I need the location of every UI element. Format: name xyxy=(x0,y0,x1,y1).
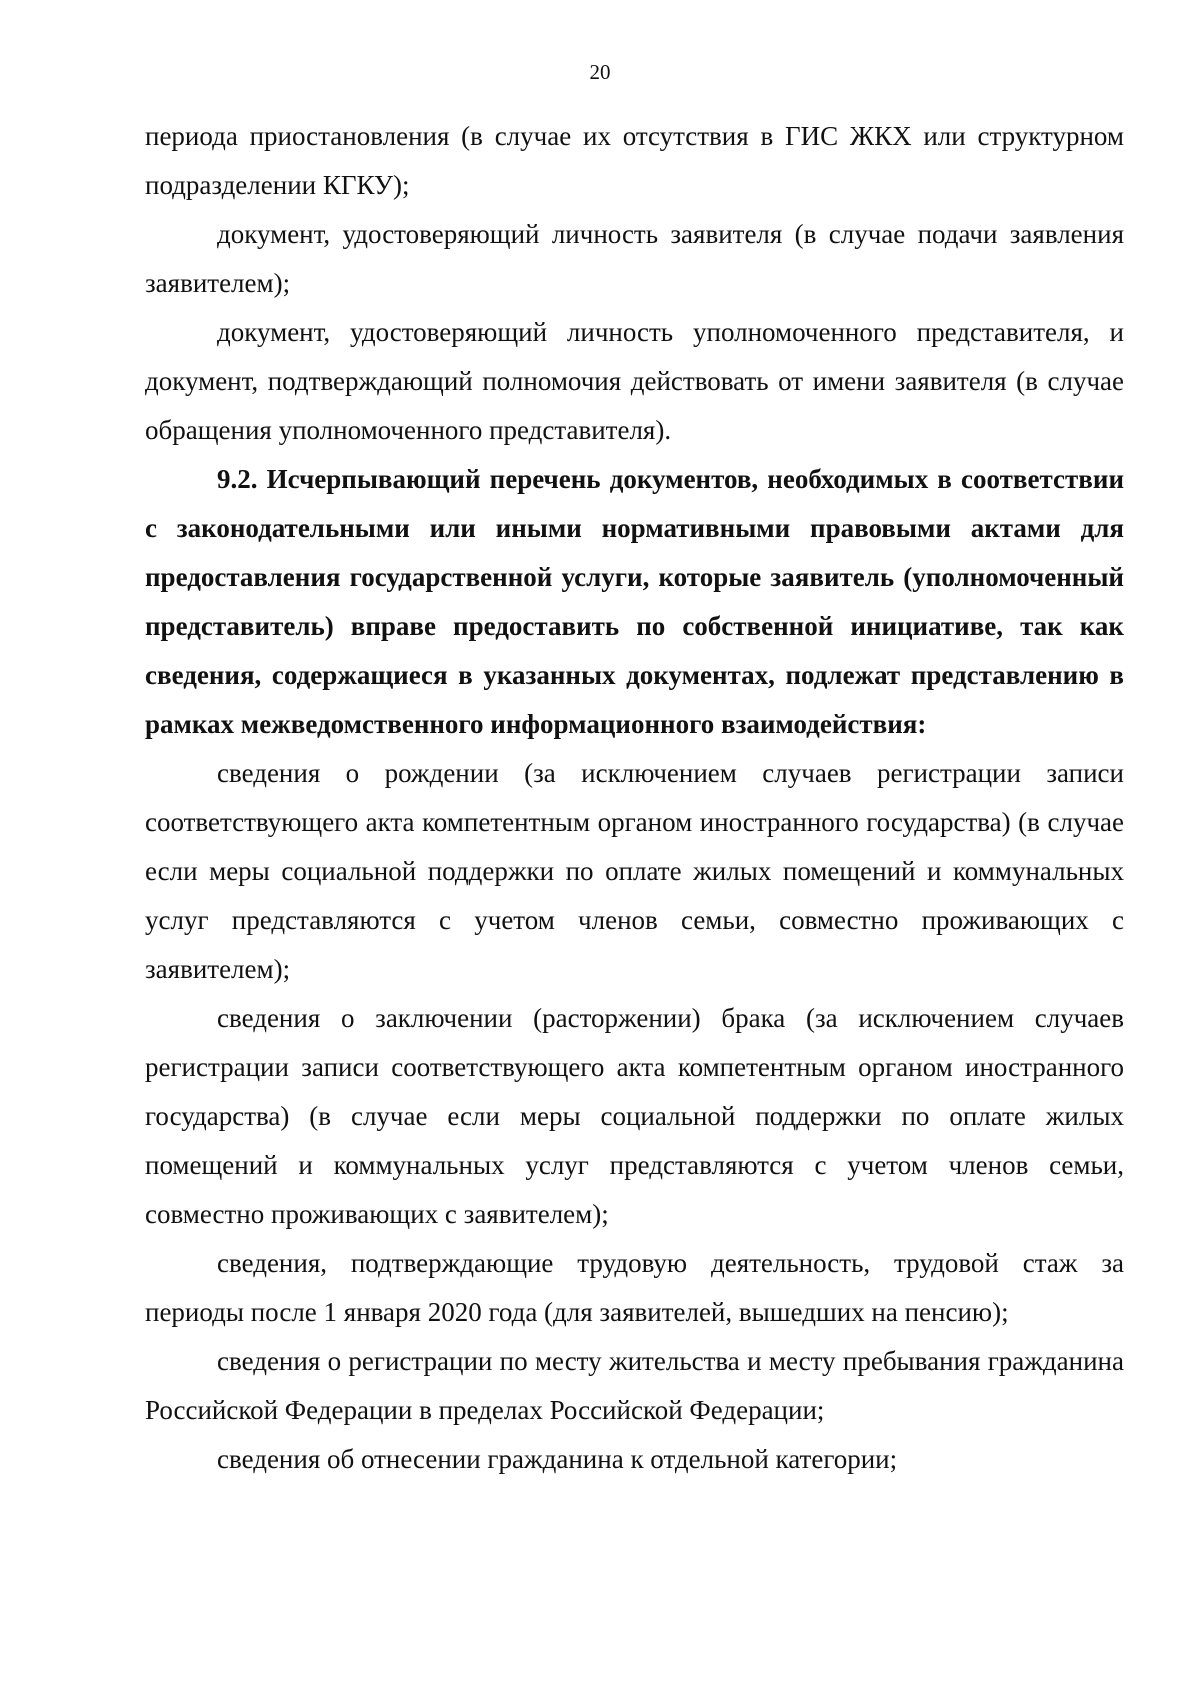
paragraph-applicant-id: документ, удостоверяющий личность заявителя (в случае подачи заявления заявителем); xyxy=(145,219,1124,298)
document-body xyxy=(145,112,1124,1484)
page-number: 20 xyxy=(589,60,611,84)
paragraph-birth-info: сведения о рождении (за исключением случаев регистрации записи соответствующего акта компетентным органом иностранного государства) (в случае если меры социальной поддержки по оплате жилых помещений и коммунальных услуг представляются с учетом членов семьи, совместно проживающих с заявителем); xyxy=(145,758,1124,984)
section-heading-9-2: 9.2. Исчерпывающий перечень документов, необходимых в соответствии с законодательными или иными нормативными правовыми актами для предоставления государственной услуги, которые заявитель (уполномоченный представитель) вправе предоставить по собственной инициативе, так как сведения, содержащиеся в указанных документах, подлежат представлению в рамках межведомственного информационного взаимодействия: xyxy=(145,464,1124,739)
paragraph-registration-info: сведения о регистрации по месту жительства и месту пребывания гражданина Российской Федерации в пределах Российской Федерации; xyxy=(145,1346,1124,1425)
paragraph-suspension-period: периода приостановления (в случае их отсутствия в ГИС ЖКХ или структурном подразделении КГКУ); xyxy=(145,121,1124,200)
paragraph-employment-info: сведения, подтверждающие трудовую деятельность, трудовой стаж за периоды после 1 января 2020 года (для заявителей, вышедших на пенсию); xyxy=(145,1248,1124,1327)
paragraph-representative-id: документ, удостоверяющий личность уполномоченного представителя, и документ, подтверждающий полномочия действовать от имени заявителя (в случае обращения уполномоченного представителя). xyxy=(145,317,1124,445)
paragraph-category-info: сведения об отнесении гражданина к отдельной категории; xyxy=(217,1444,898,1474)
paragraph-marriage-info: сведения о заключении (расторжении) брака (за исключением случаев регистрации записи соответствующего акта компетентным органом иностранного государства) (в случае если меры социальной поддержки по оплате жилых помещений и коммунальных услуг представляются с учетом членов семьи, совместно проживающих с заявителем); xyxy=(145,1003,1124,1229)
